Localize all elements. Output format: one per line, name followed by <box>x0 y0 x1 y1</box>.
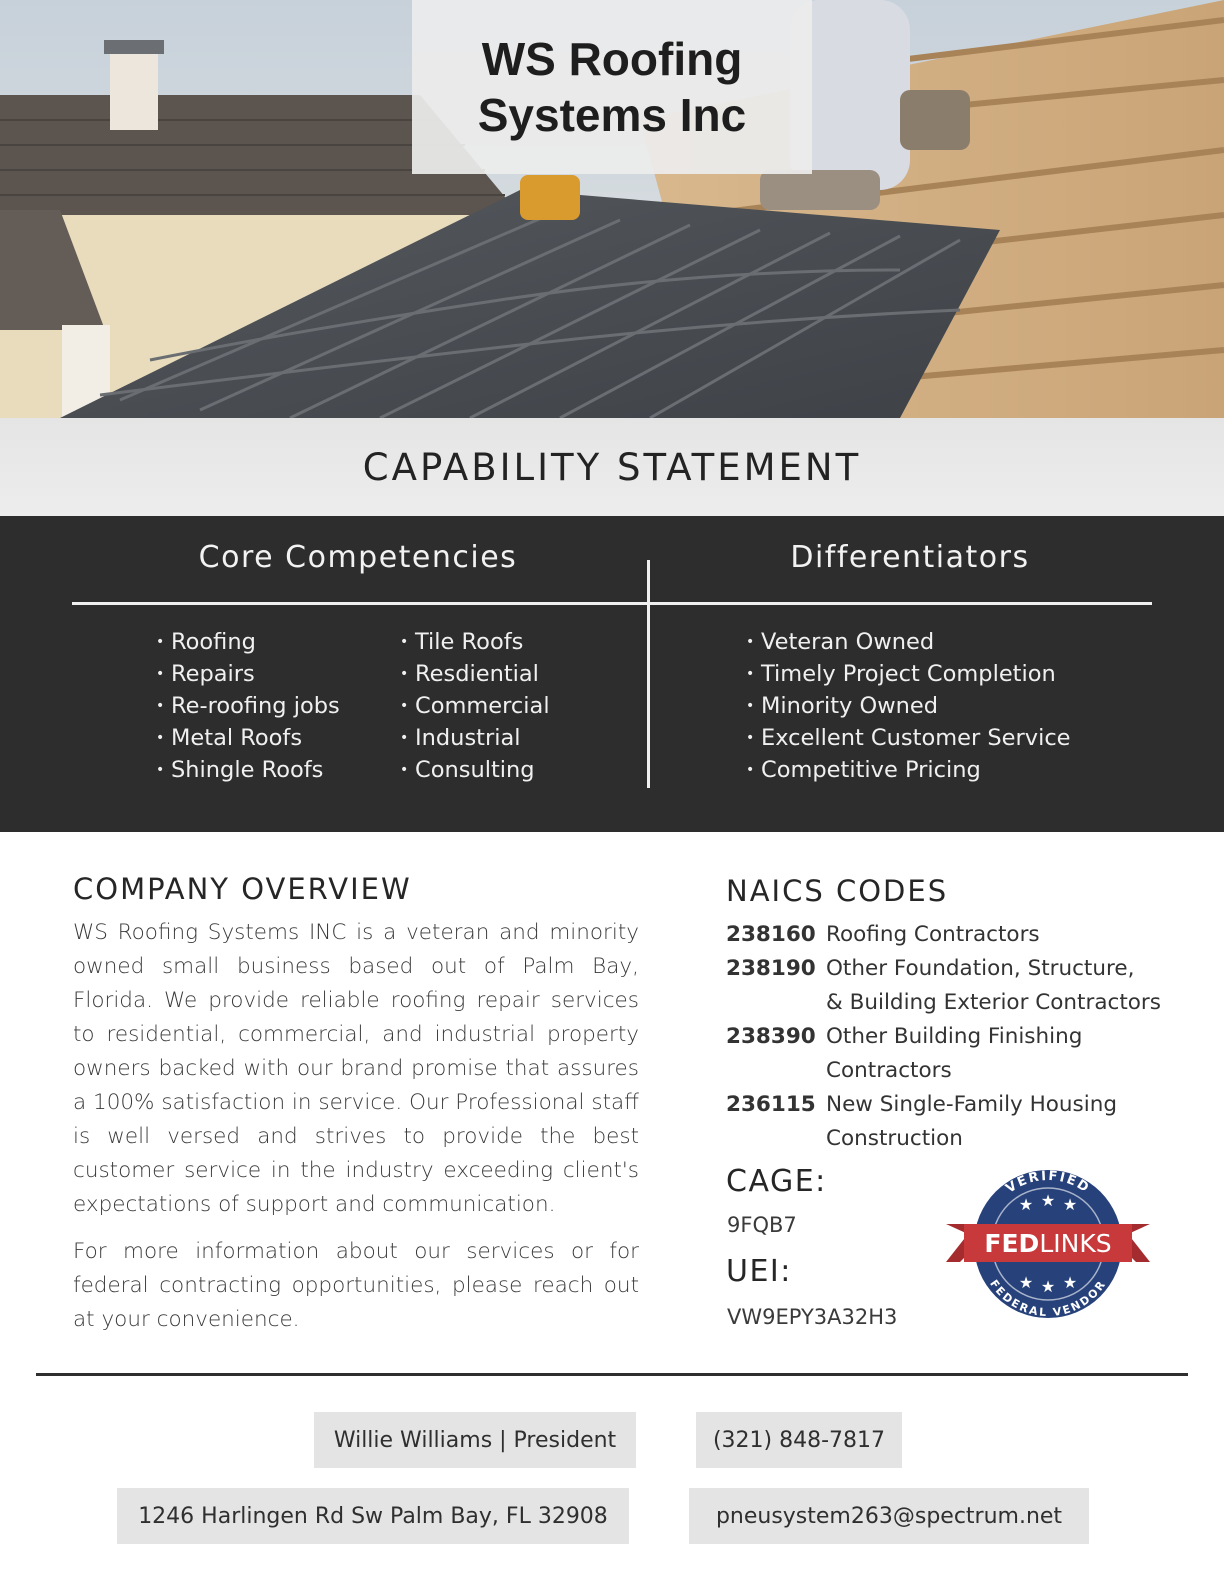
list-item: • Veteran Owned <box>746 626 1071 658</box>
svg-text:FEDLINKS <box>984 1229 1111 1258</box>
differentiators-heading: Differentiators <box>790 540 1030 575</box>
list-item: • Commercial <box>400 690 550 722</box>
hero-image <box>0 0 1224 418</box>
competencies-panel <box>0 516 1224 832</box>
naics-code: 238160 <box>726 922 816 947</box>
naics-row <box>726 952 1186 986</box>
svg-text:★: ★ <box>1040 1191 1056 1210</box>
overview-paragraph-2: For more information about our services or for federal contracting opportunities, please reach out at your convenience. <box>73 1239 639 1332</box>
overview-paragraph-1: WS Roofing Systems INC is a veteran and minority owned small business based out of Palm Bay, Florida. We provide reliable roofing repair services to residential, commercial, and industrial property owners backed with our brand promise that assures a 100% satisfaction in service. Our Professional staff is well versed and strives to provide the best customer service in the industry exceeding client's expectations of support and communication. <box>73 920 639 1217</box>
naics-description-cont: Construction <box>826 1126 963 1151</box>
list-item: • Competitive Pricing <box>746 754 1071 786</box>
differentiators-list <box>746 626 1071 786</box>
naics-code: 236115 <box>726 1092 816 1117</box>
cage-value: 9FQB7 <box>727 1213 797 1237</box>
badge-top-text: VERIFIED <box>1003 1168 1093 1197</box>
naics-row <box>726 1088 1186 1122</box>
uei-label: UEI: <box>726 1254 792 1289</box>
naics-row <box>726 918 1186 952</box>
banner-title: CAPABILITY STATEMENT <box>362 445 862 489</box>
list-item: • Timely Project Completion <box>746 658 1071 690</box>
competencies-list-1 <box>156 626 340 786</box>
naics-code: 238190 <box>726 956 816 981</box>
naics-description: Roofing Contractors <box>826 922 1040 947</box>
naics-description: Other Foundation, Structure, <box>826 956 1135 981</box>
naics-code-spacer <box>726 1122 826 1156</box>
list-item: • Re-roofing jobs <box>156 690 340 722</box>
naics-description-cont: Contractors <box>826 1058 952 1083</box>
list-item: • Roofing <box>156 626 340 658</box>
overview-heading: COMPANY OVERVIEW <box>73 872 412 906</box>
list-item: • Tile Roofs <box>400 626 550 658</box>
naics-list <box>726 918 1186 1156</box>
badge-brand-light: LINKS <box>1039 1229 1112 1258</box>
naics-description-cont: & Building Exterior Contractors <box>826 990 1161 1015</box>
naics-row-continued <box>726 1054 1186 1088</box>
capability-banner <box>0 418 1224 516</box>
list-item: • Consulting <box>400 754 550 786</box>
svg-text:★: ★ <box>1062 1195 1078 1214</box>
badge-bottom-text: FEDERAL VENDOR <box>987 1277 1109 1320</box>
contact-email-box <box>689 1488 1089 1544</box>
contact-phone-box <box>696 1412 902 1468</box>
svg-text:★: ★ <box>1018 1195 1034 1214</box>
list-item: • Minority Owned <box>746 690 1071 722</box>
naics-heading: NAICS CODES <box>726 874 949 908</box>
list-item: • Metal Roofs <box>156 722 340 754</box>
competencies-list-2 <box>400 626 550 786</box>
list-item: • Shingle Roofs <box>156 754 340 786</box>
core-competencies-heading: Core Competencies <box>198 540 518 575</box>
svg-text:★: ★ <box>1062 1273 1078 1292</box>
list-item: • Repairs <box>156 658 340 690</box>
contact-phone: (321) 848-7817 <box>712 1427 886 1453</box>
panel-divider-horizontal <box>72 602 1152 605</box>
svg-text:★: ★ <box>1040 1277 1056 1296</box>
contact-email: pneusystem263@spectrum.net <box>715 1503 1063 1529</box>
naics-description: New Single-Family Housing <box>826 1092 1117 1117</box>
uei-value: VW9EPY3A32H3 <box>727 1305 898 1329</box>
cage-label: CAGE: <box>726 1164 827 1199</box>
list-item: • Industrial <box>400 722 550 754</box>
contact-address-box <box>117 1488 629 1544</box>
company-name-line2: Systems Inc <box>477 89 747 141</box>
naics-code: 238390 <box>726 1024 816 1049</box>
company-title-box <box>412 0 812 174</box>
contact-address: 1246 Harlingen Rd Sw Palm Bay, FL 32908 <box>138 1503 608 1529</box>
naics-code-spacer <box>726 986 826 1020</box>
badge-brand-bold: FED <box>984 1229 1040 1258</box>
panel-divider-vertical <box>647 560 650 788</box>
naics-row-continued <box>726 1122 1186 1156</box>
fedlinks-verified-badge-icon <box>946 1164 1150 1324</box>
naics-code-spacer <box>726 1054 826 1088</box>
contact-name-box <box>314 1412 636 1468</box>
list-item: • Resdiential <box>400 658 550 690</box>
svg-text:★: ★ <box>1018 1273 1034 1292</box>
naics-row <box>726 1020 1186 1054</box>
company-name-line1: WS Roofing <box>481 33 743 85</box>
naics-row-continued <box>726 986 1186 1020</box>
naics-description: Other Building Finishing <box>826 1024 1083 1049</box>
footer-divider <box>36 1373 1188 1376</box>
contact-name: Willie Williams | President <box>333 1427 617 1453</box>
list-item: • Excellent Customer Service <box>746 722 1071 754</box>
